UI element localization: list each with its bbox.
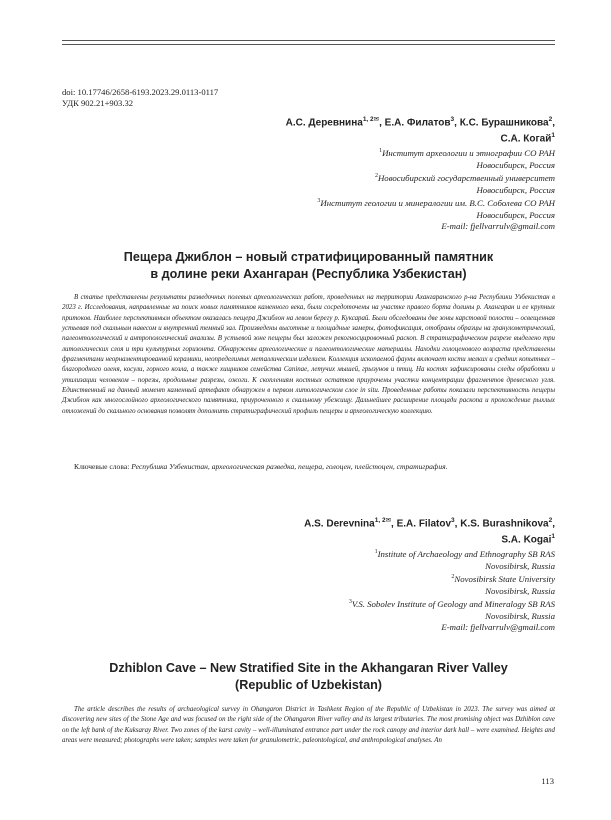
ru-affil1: Институт археологии и этнографии СО РАН bbox=[382, 147, 555, 158]
ru-title: Пещера Джиблон – новый стратифицированный памятник в долине реки Ахангаран (Республика Узбекистан) bbox=[123, 250, 494, 281]
header-rule-secondary bbox=[62, 44, 555, 45]
udc-code: УДК 902.21+903.32 bbox=[62, 98, 134, 108]
ru-authors-line1: А.С. Деревнина$^{1, 2✉}$, Е.А. Филатов$^3$, К.С. Бурашникова$^2$, bbox=[285, 116, 555, 129]
ru-abstract: В статье представлены результаты разведочных полевых археологических работ, проведенных на территории Ахангаранского р-на Республики Узбекистан в 2023 г. Исследования, направленные на поиск новых памятников каменного века, были сосредоточены на участке правого борта долины р. Ахангаран и ее крупных притоков. Наиболее перспективным объектом оказалась пещера Джиблон на левом берегу р. Куксарай. Были обследованы две зоны карстовой полости – освещенная устьевая под скальным навесом и внутренний темный зал. Произведены высотные и площадные замеры, фотофиксация, отобраны образцы на гранулометрический, палеонтологический и антропологический анализы. В устьевой зоне пещеры был заложен рекогносцировочный раскоп. В стратиграфическом разрезе выделено три литологических слоя и три культурных горизонта. Обнаружены археологические и палеонтологические материалы. Находки голоценового возраста представлены фрагментами неорнаментированной керамики, неопределимых металлическим изделием. Коллекция ископаемой фауны включает кости мелких и средних копытных – благородного оленя, косули, горного козла, а также хищников семейства Caninae, летучих мышей, грызунов и птиц. На костях зафиксированы следы обработки и утилизации человеком – порезы, продольные разрезы, ожоги. К скоплениям костных остатков приурочены участки концентрации фрагментов древесного угля. Единственный на данный момент каменный артефакт обнаружен в первом литологическом слое in situ. Проведенные работы показали перспективность пещеры Джиблон как многослойного археологического памятника, приуроченного к скальному убежищу. Дальнейшее расширение площади раскопа и прохождение рыхлых отложений до скального основания позволят дополнить стратиграфический профиль пещеры и археологическую коллекцию. bbox=[62, 294, 555, 415]
en-abstract: The article describes the results of archaeological survey in Ohangaron District in Tashkent Region of the Republic of Uzbekistan in 2023. The survey was aimed at discovering new sites of the Stone Age and was focused on the right side of the Ohangaron River valley and its largest tributaries. The most promising object was Dzhiblon cave on the left bank of the Kuksaray River. Two zones of the karst cavity – well-illuminated entrance part under the rock canopy and interior dark hall – were examined. Heights and areas were measured; photographs were taken; samples were taken for granulometric, paleontological, and anthropological analyses. An bbox=[62, 706, 555, 745]
en-authors bbox=[75, 514, 555, 547]
ru-authors bbox=[75, 113, 555, 146]
article-meta bbox=[62, 87, 218, 109]
ru-affiliations: $^1$Институт археологии и этнографии СО РАН Новосибирск, Россия $^2$Новосибирский государственный университет Новосибирск, Россия $^3$Институт геологии и минералогии им. В.С. Соболева СО РАН Новосибирск, Россия E-mail: fjellvarrulv@gmail.com bbox=[55, 146, 555, 233]
ru-keywords: Ключевые слова: Республика Узбекистан, археологическая разведка, пещера, голоцен, плейстоцен, стратиграфия. bbox=[74, 462, 448, 471]
en-affiliations: $^1$Institute of Archaeology and Ethnography SB RAS Novosibirsk, Russia $^2$Novosibirsk State University Novosibirsk, Russia $^3$V.S. Sobolev Institute of Geology and Mineralogy SB RAS Novosibirsk, Russia E-mail: fjellvarrulv@gmail.com bbox=[55, 547, 555, 634]
en-email[interactable]: E-mail: fjellvarrulv@gmail.com bbox=[441, 622, 555, 633]
en-authors-line1: A.S. Derevnina$^{1, 2✉}$, E.A. Filatov$^3$, K.S. Burashnikova$^2$, bbox=[304, 517, 555, 530]
en-authors-line2: S.A. Kogai$^1$ bbox=[501, 533, 555, 546]
en-title: Dzhiblon Cave – New Stratified Site in the Akhangaran River Valley (Republic of Uzbekistan) bbox=[109, 661, 508, 692]
ru-authors-line2: С.А. Когай$^1$ bbox=[500, 132, 555, 145]
header-rule bbox=[62, 40, 555, 41]
doi[interactable]: doi: 10.17746/2658-6193.2023.29.0113-0117 bbox=[62, 87, 219, 97]
page-number: 113 bbox=[541, 776, 554, 786]
en-affil3: V.S. Sobolev Institute of Geology and Mineralogy SB RAS bbox=[351, 599, 555, 610]
en-affil2: Novosibirsk State University bbox=[454, 574, 555, 585]
ru-email[interactable]: E-mail: fjellvarrulv@gmail.com bbox=[441, 221, 555, 232]
en-affil1: Institute of Archaeology and Ethnography SB RAS bbox=[377, 548, 555, 559]
ru-affil2: Новосибирский государственный университет bbox=[377, 173, 555, 184]
ru-affil3: Институт геологии и минералогии им. В.С. Соболева СО РАН bbox=[320, 198, 555, 209]
